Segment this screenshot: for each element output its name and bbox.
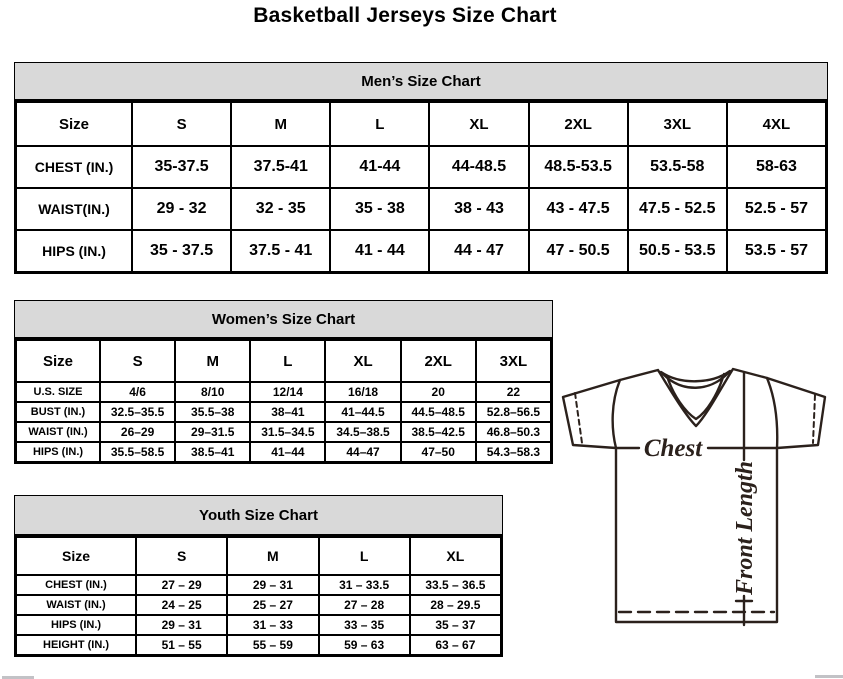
chest-label: Chest: [643, 435, 703, 462]
table-row: [16, 635, 501, 655]
value-cell: 16/18: [325, 382, 400, 402]
value-cell: 29 – 31: [227, 575, 318, 595]
value-cell: 33 – 35: [319, 615, 410, 635]
value-cell: 59 – 63: [319, 635, 410, 655]
value-cell: 25 – 27: [227, 595, 318, 615]
row-label-cell: BUST (IN.): [16, 402, 100, 422]
youth-size-table: [15, 536, 502, 656]
value-cell: 48.5-53.5: [529, 146, 628, 188]
size-header-cell: Size: [16, 102, 132, 146]
table-row: [16, 382, 551, 402]
value-cell: 38.5–41: [175, 442, 250, 462]
value-cell: 44-48.5: [429, 146, 528, 188]
value-cell: 37.5-41: [231, 146, 330, 188]
value-cell: 58-63: [727, 146, 826, 188]
size-column-header: L: [330, 102, 429, 146]
row-label-cell: HIPS (IN.): [16, 442, 100, 462]
value-cell: 54.3–58.3: [476, 442, 551, 462]
row-label-cell: HEIGHT (IN.): [16, 635, 136, 655]
cropped-fragment-right: [815, 675, 843, 678]
table-row: [16, 595, 501, 615]
value-cell: 44.5–48.5: [401, 402, 476, 422]
value-cell: 55 – 59: [227, 635, 318, 655]
jersey-measurement-diagram: [555, 360, 833, 666]
value-cell: 35 – 37: [410, 615, 501, 635]
size-column-header: 3XL: [628, 102, 727, 146]
page-title: Basketball Jerseys Size Chart: [253, 4, 557, 27]
value-cell: 31 – 33: [227, 615, 318, 635]
value-cell: 20: [401, 382, 476, 402]
value-cell: 46.8–50.3: [476, 422, 551, 442]
value-cell: 31.5–34.5: [250, 422, 325, 442]
value-cell: 41–44: [250, 442, 325, 462]
value-cell: 8/10: [175, 382, 250, 402]
value-cell: 47 - 50.5: [529, 230, 628, 272]
table-row: [16, 188, 826, 230]
value-cell: 28 – 29.5: [410, 595, 501, 615]
value-cell: 38.5–42.5: [401, 422, 476, 442]
value-cell: 33.5 – 36.5: [410, 575, 501, 595]
value-cell: 43 - 47.5: [529, 188, 628, 230]
value-cell: 29 - 32: [132, 188, 231, 230]
value-cell: 32.5–35.5: [100, 402, 175, 422]
value-cell: 52.8–56.5: [476, 402, 551, 422]
table-row: [16, 230, 826, 272]
table-row: [16, 146, 826, 188]
value-cell: 35-37.5: [132, 146, 231, 188]
value-cell: 27 – 28: [319, 595, 410, 615]
row-label-cell: HIPS (IN.): [16, 230, 132, 272]
value-cell: 29 – 31: [136, 615, 227, 635]
value-cell: 41–44.5: [325, 402, 400, 422]
column-header-row: [16, 340, 551, 382]
womens-size-table: [15, 339, 552, 463]
value-cell: 41 - 44: [330, 230, 429, 272]
value-cell: 52.5 - 57: [727, 188, 826, 230]
mens-size-chart-title: Men’s Size Chart: [15, 63, 827, 101]
size-column-header: M: [231, 102, 330, 146]
mens-size-chart: [14, 62, 828, 274]
table-row: [16, 442, 551, 462]
size-column-header: 2XL: [401, 340, 476, 382]
row-label-cell: WAIST(IN.): [16, 188, 132, 230]
value-cell: 35.5–58.5: [100, 442, 175, 462]
row-label-cell: U.S. SIZE: [16, 382, 100, 402]
jersey-outline-icon: [563, 369, 825, 622]
youth-size-chart-title: Youth Size Chart: [15, 496, 502, 536]
value-cell: 41-44: [330, 146, 429, 188]
size-column-header: S: [136, 537, 227, 575]
value-cell: 53.5 - 57: [727, 230, 826, 272]
value-cell: 44–47: [325, 442, 400, 462]
size-header-cell: Size: [16, 340, 100, 382]
row-label-cell: WAIST (IN.): [16, 595, 136, 615]
value-cell: 27 – 29: [136, 575, 227, 595]
size-header-cell: Size: [16, 537, 136, 575]
value-cell: 50.5 - 53.5: [628, 230, 727, 272]
value-cell: 35.5–38: [175, 402, 250, 422]
value-cell: 51 – 55: [136, 635, 227, 655]
value-cell: 37.5 - 41: [231, 230, 330, 272]
table-row: [16, 575, 501, 595]
value-cell: 63 – 67: [410, 635, 501, 655]
value-cell: 32 - 35: [231, 188, 330, 230]
row-label-cell: HIPS (IN.): [16, 615, 136, 635]
value-cell: 12/14: [250, 382, 325, 402]
row-label-cell: CHEST (IN.): [16, 575, 136, 595]
value-cell: 24 – 25: [136, 595, 227, 615]
size-column-header: XL: [410, 537, 501, 575]
row-label-cell: CHEST (IN.): [16, 146, 132, 188]
size-column-header: M: [227, 537, 318, 575]
size-column-header: L: [250, 340, 325, 382]
value-cell: 47.5 - 52.5: [628, 188, 727, 230]
womens-size-chart: [14, 300, 553, 464]
table-row: [16, 422, 551, 442]
size-column-header: 3XL: [476, 340, 551, 382]
youth-size-chart: [14, 495, 503, 657]
value-cell: 53.5-58: [628, 146, 727, 188]
table-row: [16, 402, 551, 422]
size-column-header: XL: [325, 340, 400, 382]
size-column-header: S: [132, 102, 231, 146]
column-header-row: [16, 102, 826, 146]
front-length-label: Front Length: [732, 460, 758, 596]
value-cell: 44 - 47: [429, 230, 528, 272]
value-cell: 35 - 38: [330, 188, 429, 230]
size-column-header: S: [100, 340, 175, 382]
row-label-cell: WAIST (IN.): [16, 422, 100, 442]
value-cell: 35 - 37.5: [132, 230, 231, 272]
womens-size-chart-title: Women’s Size Chart: [15, 301, 552, 339]
value-cell: 34.5–38.5: [325, 422, 400, 442]
value-cell: 47–50: [401, 442, 476, 462]
size-column-header: 4XL: [727, 102, 826, 146]
mens-size-table: [15, 101, 827, 273]
column-header-row: [16, 537, 501, 575]
value-cell: 4/6: [100, 382, 175, 402]
value-cell: 38 - 43: [429, 188, 528, 230]
value-cell: 31 – 33.5: [319, 575, 410, 595]
value-cell: 22: [476, 382, 551, 402]
value-cell: 29–31.5: [175, 422, 250, 442]
table-row: [16, 615, 501, 635]
size-column-header: L: [319, 537, 410, 575]
size-column-header: M: [175, 340, 250, 382]
size-column-header: XL: [429, 102, 528, 146]
size-column-header: 2XL: [529, 102, 628, 146]
value-cell: 26–29: [100, 422, 175, 442]
value-cell: 38–41: [250, 402, 325, 422]
